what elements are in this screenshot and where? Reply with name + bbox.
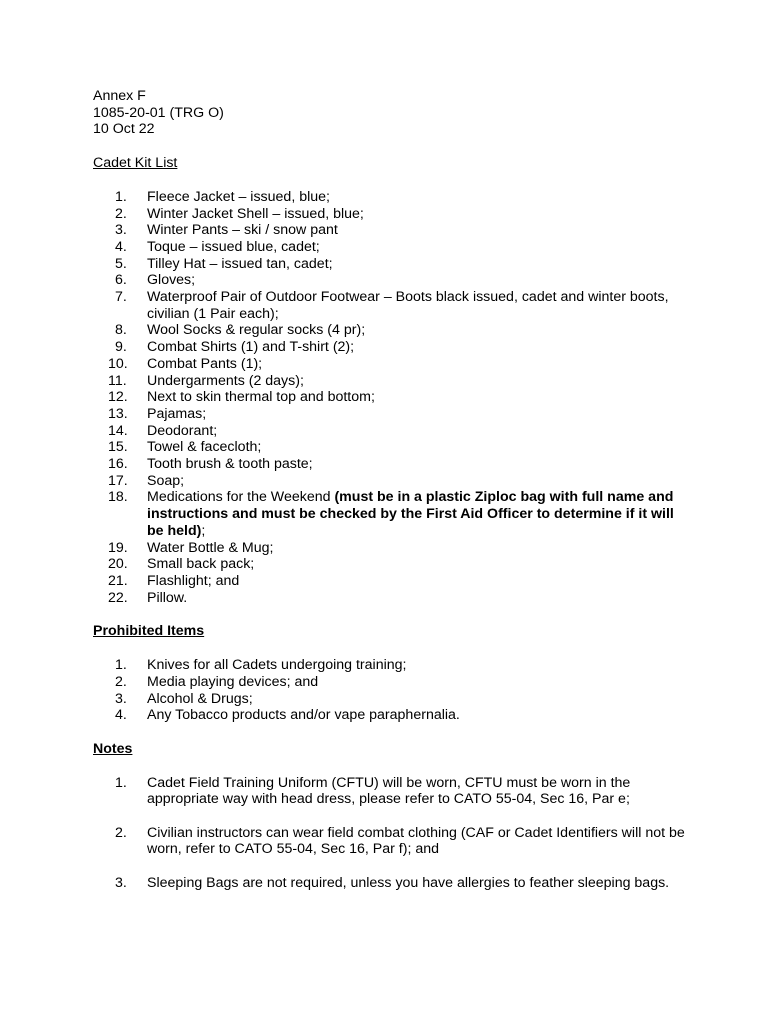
kit-list-item	[93, 239, 693, 256]
list-text	[147, 875, 693, 892]
list-number: 21.	[108, 572, 128, 589]
list-number: 15.	[108, 439, 128, 456]
list-text	[147, 256, 693, 273]
kit-list-item	[93, 222, 693, 239]
list-text	[147, 272, 693, 289]
list-number: 1.	[115, 188, 127, 205]
list-number: 16.	[108, 456, 128, 473]
list-text-plain: Water Bottle & Mug;	[147, 539, 274, 556]
list-text-plain: Pajamas;	[147, 405, 207, 422]
list-text-plain: Winter Jacket Shell – issued, blue;	[147, 205, 364, 222]
list-number: 13.	[108, 405, 128, 422]
note-item	[93, 825, 693, 858]
list-number: 22.	[108, 589, 128, 606]
file-reference: 1085-20-01 (TRG O)	[93, 104, 224, 121]
kit-list-item	[93, 423, 693, 440]
list-number: 2.	[115, 824, 127, 841]
kit-list-item	[93, 389, 693, 406]
list-number: 6.	[115, 272, 127, 289]
list-text	[147, 456, 693, 473]
list-text-plain: Combat Pants (1);	[147, 355, 263, 372]
kit-list-item	[93, 356, 693, 373]
list-text-plain: Gloves;	[147, 272, 196, 289]
list-text-plain: Cadet Field Training Uniform (CFTU) will be worn, CFTU must be worn in the appropriate way with head dress, please refer to CATO 55-04, Sec 16, Par e;	[147, 774, 631, 808]
list-text	[147, 775, 693, 808]
list-number: 17.	[108, 472, 128, 489]
list-text	[147, 489, 693, 539]
kit-list-item	[93, 373, 693, 390]
list-number: 10.	[108, 355, 128, 372]
list-text	[147, 590, 693, 607]
list-number: 9.	[115, 339, 127, 356]
document-header	[93, 88, 693, 138]
kit-list-item	[93, 573, 693, 590]
list-text-plain: Alcohol & Drugs;	[147, 690, 253, 707]
list-number: 5.	[115, 255, 127, 272]
list-number: 20.	[108, 556, 128, 573]
list-text-plain: Wool Socks & regular socks (4 pr);	[147, 322, 366, 339]
list-text	[147, 189, 693, 206]
list-text	[147, 674, 693, 691]
list-number: 12.	[108, 389, 128, 406]
kit-list-item	[93, 339, 693, 356]
list-text	[147, 356, 693, 373]
list-text-plain: Medications for the Weekend	[147, 489, 335, 506]
kit-list-item	[93, 256, 693, 273]
list-number: 8.	[115, 322, 127, 339]
kit-list-item	[93, 189, 693, 206]
list-number: 3.	[115, 222, 127, 239]
list-text	[147, 691, 693, 708]
list-text-plain: Combat Shirts (1) and T-shirt (2);	[147, 339, 355, 356]
list-text	[147, 707, 693, 724]
list-text	[147, 473, 693, 490]
list-text-plain: Tilley Hat – issued tan, cadet;	[147, 255, 333, 272]
list-number: 2.	[115, 673, 127, 690]
prohibited-list-item	[93, 657, 693, 674]
kit-list-item	[93, 439, 693, 456]
prohibited-list-item	[93, 674, 693, 691]
list-text-suffix: ;	[201, 522, 206, 539]
notes-list	[93, 775, 693, 892]
kit-list-item	[93, 489, 693, 539]
list-number: 3.	[115, 874, 127, 891]
list-text-plain: Civilian instructors can wear field combat clothing (CAF or Cadet Identifiers will not be worn, refer to CATO 55-04, Sec 16, Par f); and	[147, 824, 685, 858]
list-number: 3.	[115, 690, 127, 707]
kit-list-item	[93, 322, 693, 339]
list-text-plain: Any Tobacco products and/or vape paraphernalia.	[147, 707, 460, 724]
list-text	[147, 222, 693, 239]
list-number: 14.	[108, 422, 128, 439]
list-text	[147, 289, 693, 322]
kit-list-item	[93, 406, 693, 423]
note-item	[93, 775, 693, 808]
kit-list	[93, 189, 693, 607]
list-number: 4.	[115, 238, 127, 255]
list-text	[147, 322, 693, 339]
list-text	[147, 389, 693, 406]
list-number: 1.	[115, 774, 127, 791]
list-number: 11.	[108, 372, 127, 389]
kit-list-item	[93, 473, 693, 490]
kit-list-item	[93, 556, 693, 573]
list-text-plain: Media playing devices; and	[147, 673, 319, 690]
list-text-plain: Winter Pants – ski / snow pant	[147, 222, 338, 239]
document-page	[93, 88, 693, 892]
kit-list-item	[93, 590, 693, 607]
list-text	[147, 423, 693, 440]
list-text-plain: Pillow.	[147, 589, 188, 606]
list-number: 1.	[115, 657, 127, 674]
list-text	[147, 825, 693, 858]
note-item	[93, 875, 693, 892]
notes-heading: Notes	[93, 740, 133, 757]
prohibited-list-item	[93, 691, 693, 708]
list-text-plain: Toque – issued blue, cadet;	[147, 238, 320, 255]
annex-label: Annex F	[93, 88, 146, 104]
list-number: 7.	[115, 289, 127, 306]
list-text-plain: Flashlight; and	[147, 572, 240, 589]
list-text	[147, 206, 693, 223]
list-number: 2.	[115, 205, 127, 222]
list-text	[147, 439, 693, 456]
list-text	[147, 239, 693, 256]
list-text-plain: Sleeping Bags are not required, unless you have allergies to feather sleeping bags.	[147, 874, 670, 891]
list-text-plain: Towel & facecloth;	[147, 439, 262, 456]
list-text-plain: Tooth brush & tooth paste;	[147, 456, 313, 473]
list-text	[147, 406, 693, 423]
list-text-plain: Waterproof Pair of Outdoor Footwear – Boots black issued, cadet and winter boots, civilian (1 Pair each);	[147, 289, 669, 322]
document-date: 10 Oct 22	[93, 121, 155, 138]
list-text-plain: Small back pack;	[147, 556, 255, 573]
list-number: 4.	[115, 707, 127, 724]
list-text-plain: Undergarments (2 days);	[147, 372, 304, 389]
list-text-plain: Next to skin thermal top and bottom;	[147, 389, 375, 406]
kit-list-item	[93, 206, 693, 223]
kit-list-heading: Cadet Kit List	[93, 155, 178, 172]
list-text	[147, 573, 693, 590]
list-text-plain: Knives for all Cadets undergoing training;	[147, 657, 407, 674]
list-text	[147, 373, 693, 390]
list-text	[147, 657, 693, 674]
list-text	[147, 339, 693, 356]
kit-list-item	[93, 456, 693, 473]
list-text-plain: Fleece Jacket – issued, blue;	[147, 188, 330, 205]
prohibited-heading: Prohibited Items	[93, 623, 205, 640]
list-text	[147, 556, 693, 573]
list-text-plain: Soap;	[147, 472, 185, 489]
kit-list-item	[93, 540, 693, 557]
kit-list-item	[93, 289, 693, 322]
list-number: 18.	[108, 489, 128, 506]
prohibited-list	[93, 657, 693, 724]
list-number: 19.	[108, 539, 128, 556]
list-text-plain: Deodorant;	[147, 422, 218, 439]
kit-list-item	[93, 272, 693, 289]
list-text	[147, 540, 693, 557]
prohibited-list-item	[93, 707, 693, 724]
list-text-bold: (must be in a plastic Ziploc bag with full name and instructions and must be checked by the First Aid Officer to determine if it will be held)	[147, 489, 674, 539]
